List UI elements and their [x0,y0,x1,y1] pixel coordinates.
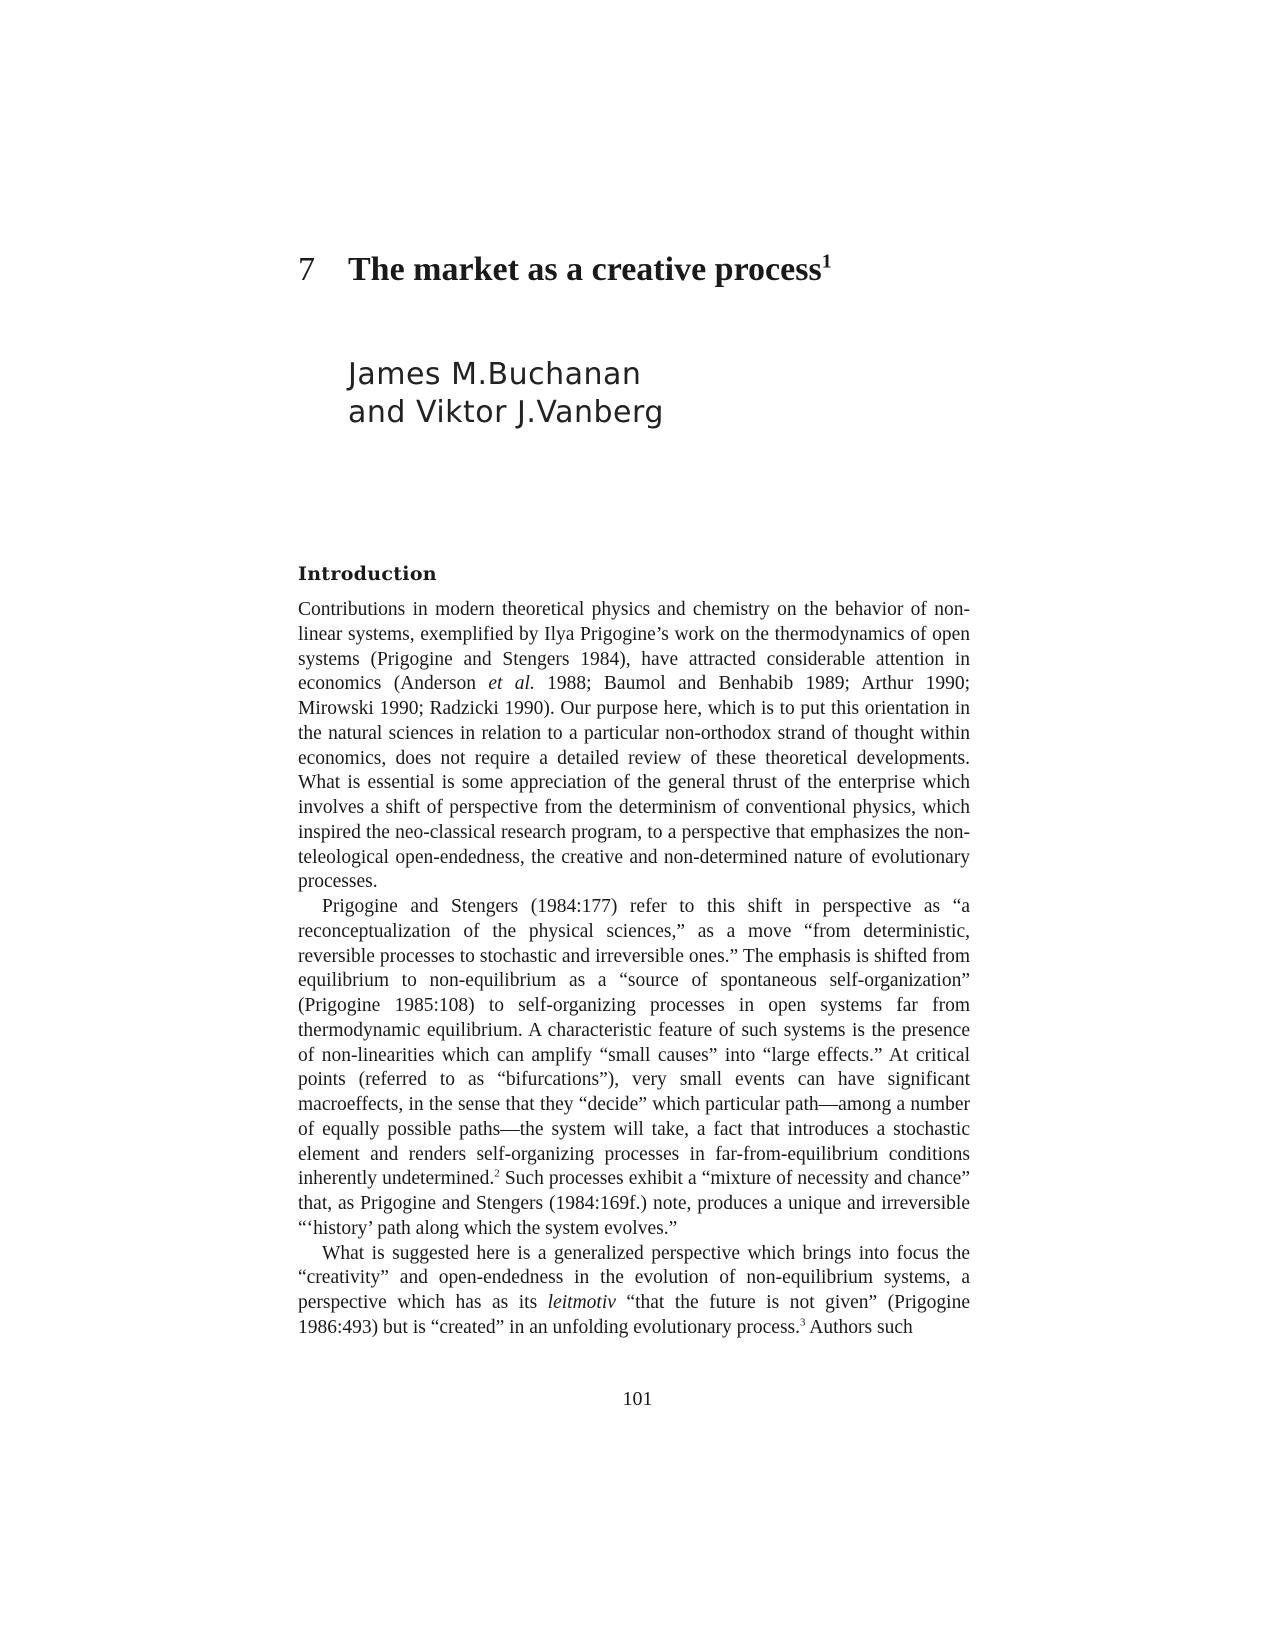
footnote-marker: 3 [800,1316,806,1329]
paragraph [298,1242,970,1341]
chapter-number: 7 [298,251,315,288]
author-line: and Viktor J.Vanberg [348,395,664,430]
paragraph-text: Prigogine and Stengers (1984:177) refer to this shift in perspective as “a reconceptualization of the physical sciences,” as a move “from deterministic, reversible processes to stochastic and irreversible ones.” The emphasis is shifted from equilibrium to non-equilibrium as a “source of spontaneous self-organization” (Prigogine 1985:108) to self-organizing processes in open systems far from thermodynamic equilibrium. A characteristic feature of such systems is the presence of non-linearities which can amplify “small causes” into “large effects.” At critical points (referred to as “bifurcations”), very small events can have significant macroeffects, in the sense that they “decide” which particular path—among a number of equally possible paths—the system will take, a fact that introduces a stochastic element and renders self-organizing processes in far-from-equilibrium conditions inherently undetermined. [298,896,970,1190]
italic-text: leitmotiv [547,1292,616,1313]
footnote-marker: 1 [821,250,832,273]
footnote-marker: 2 [494,1167,500,1180]
paragraph-text: Authors such [805,1316,913,1338]
chapter-title [348,250,948,290]
paragraph [298,895,970,1242]
paragraph-text: What is suggested here is a generalized perspective which brings into focus the “creativity” and open-endedness in the evolution of non-equilibrium systems, a perspective which has as its [298,1242,970,1313]
paragraph-text: “that the future is not given” (Prigogine 1986:493) but is “created” in an unfolding evolutionary process. [298,1292,970,1338]
paragraph-text: Contributions in modern theoretical physics and chemistry on the behavior of non-linear systems, exemplified by Ilya Prigogine’s work on the thermodynamics of open systems (Prigogine and Stengers 1984), have attracted considerable attention in economics (Anderson [298,599,970,695]
chapter-title-text: The market as a creative process [348,251,822,288]
body-text [298,598,970,1341]
paragraph-text: Such processes exhibit a “mixture of necessity and chance” that, as Prigogine and Stengers (1984:169f.) note, produces a unique and irreversible “‘history’ path along which the system evolves.” [298,1168,970,1239]
paragraph-text: 1988; Baumol and Benhabib 1989; Arthur 1990; Mirowski 1990; Radzicki 1990). Our purpose here, which is to put this orientation in the natural sciences in relation to a particular non-orthodox strand of thought within economics, does not require a detailed review of these theoretical developments. What is essential is some appreciation of the general thrust of the enterprise which involves a shift of perspective from the determinism of conventional physics, which inspired the neo-classical research program, to a perspective that emphasizes the non-teleological open-endedness, the creative and non-determined nature of evolutionary processes. [298,673,970,893]
page-number: 101 [622,1388,653,1410]
paragraph [298,598,970,895]
section-heading: Introduction [298,563,437,585]
author-byline [348,356,664,432]
italic-text: et al. [488,673,535,695]
author-line: James M.Buchanan [348,357,642,392]
